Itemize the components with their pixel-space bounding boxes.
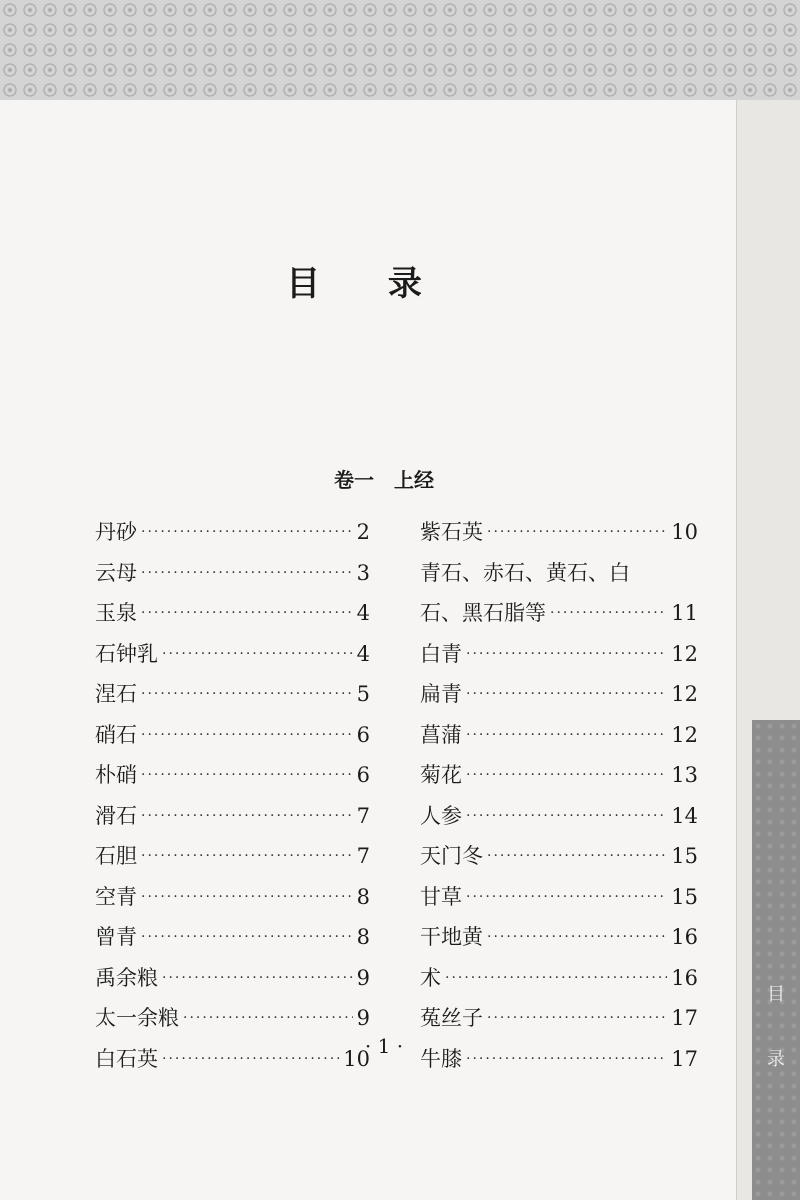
toc-entry-name: 丹砂: [95, 520, 137, 544]
dot-leader: [466, 883, 667, 911]
toc-entry-page: 16: [671, 925, 698, 949]
decorative-header-band: [0, 0, 800, 100]
dot-leader: [141, 842, 353, 870]
toc-entry-name: 玉泉: [95, 601, 137, 625]
toc-entry[interactable]: [95, 559, 370, 600]
toc-entry-page: 7: [356, 803, 370, 828]
toc-entry-page: 3: [356, 560, 370, 585]
page-number: · 1 ·: [364, 1034, 404, 1058]
toc-entry-name: 曾青: [95, 925, 137, 949]
toc-entry-page: 14: [671, 803, 698, 828]
toc-entry-name-line-1: 青石、赤石、黄石、白: [420, 560, 630, 585]
toc-entry[interactable]: [95, 640, 370, 681]
dot-leader: [141, 883, 353, 911]
toc-entry[interactable]: [420, 721, 698, 762]
toc-entry[interactable]: [95, 721, 370, 762]
toc-entry[interactable]: [95, 842, 370, 883]
toc-entry-name: 云母: [95, 560, 137, 585]
toc-entry-name: 白青: [420, 641, 462, 666]
dot-leader: [162, 964, 353, 992]
toc-entry[interactable]: [95, 923, 370, 964]
toc-entry-name: 菟丝子: [420, 1006, 483, 1030]
toc-entry-page: 10: [343, 1046, 370, 1071]
dot-leader: [141, 761, 353, 789]
toc-entry[interactable]: [95, 761, 370, 802]
dot-leader: [141, 721, 353, 749]
toc-entry-page: 6: [356, 763, 370, 787]
toc-entry-page: 15: [671, 844, 698, 868]
toc-entry-name: 太一余粮: [95, 1006, 179, 1030]
toc-entry-page: 9: [356, 1006, 370, 1030]
toc-entry-page: 6: [356, 722, 370, 747]
toc-entry-name: 禹余粮: [95, 965, 158, 990]
toc-entry[interactable]: [95, 599, 370, 640]
toc-entry-name: 紫石英: [420, 520, 483, 544]
side-tab-char-2: 录: [767, 1049, 785, 1070]
toc-entry-name: 人参: [420, 803, 462, 828]
dot-leader: [141, 559, 353, 587]
toc-entry-name: 牛膝: [420, 1046, 462, 1071]
dot-leader: [487, 842, 667, 870]
toc-entry-name: 天门冬: [420, 844, 483, 868]
toc-entry[interactable]: [420, 964, 698, 1005]
toc-entry-page: 13: [671, 763, 698, 787]
toc-left-column: [95, 518, 370, 1085]
toc-entry-page: 17: [671, 1006, 698, 1030]
toc-entry[interactable]: [420, 761, 698, 802]
toc-entry[interactable]: [95, 802, 370, 843]
toc-entry-page: 7: [356, 844, 370, 868]
toc-entry-name: 硝石: [95, 722, 137, 747]
dot-leader: [466, 640, 667, 668]
toc-entry-name: 石钟乳: [95, 641, 158, 666]
dot-leader: [487, 518, 667, 546]
toc-entry-name: 菖蒲: [420, 722, 462, 747]
toc-entry-page: 12: [671, 641, 698, 666]
toc-entry-name: 白石英: [95, 1046, 158, 1071]
toc-right-column: [420, 518, 698, 1085]
dot-leader: [550, 599, 667, 627]
dot-leader: [466, 680, 667, 708]
dot-leader: [445, 964, 667, 992]
toc-entry-page: 15: [671, 884, 698, 909]
toc-entry-page: 12: [671, 682, 698, 706]
toc-entry[interactable]: [95, 680, 370, 721]
toc-entry[interactable]: [420, 640, 698, 681]
toc-entry[interactable]: [420, 518, 698, 559]
toc-entry[interactable]: [420, 842, 698, 883]
toc-entry[interactable]: [420, 883, 698, 924]
side-tab-char-1: 目: [767, 984, 785, 1005]
toc-entry[interactable]: [420, 680, 698, 721]
toc-entry-name: 朴硝: [95, 763, 137, 787]
toc-entry[interactable]: [95, 964, 370, 1005]
section-side-tab: [752, 720, 800, 1200]
toc-entry-name: 术: [420, 965, 441, 990]
toc-entry-name: 甘草: [420, 884, 462, 909]
toc-entry-name: 空青: [95, 884, 137, 909]
toc-entry-name: 石、黑石脂等: [420, 601, 546, 625]
dot-leader: [487, 923, 667, 951]
dot-leader: [141, 802, 353, 830]
dot-leader: [141, 599, 353, 627]
dot-leader: [141, 680, 353, 708]
dot-leader: [162, 640, 353, 668]
toc-entry-name: 扁青: [420, 682, 462, 706]
toc-entry-page: 9: [356, 965, 370, 990]
toc-entry[interactable]: [420, 923, 698, 964]
toc-entry-page: 2: [356, 520, 370, 544]
toc-entry-name: 干地黄: [420, 925, 483, 949]
toc-entry[interactable]: [95, 518, 370, 559]
toc-entry[interactable]: [420, 599, 698, 640]
toc-entry-page: 5: [356, 682, 370, 706]
dot-leader: [466, 802, 667, 830]
toc-entry-name: 石胆: [95, 844, 137, 868]
dot-leader: [183, 1004, 353, 1032]
toc-entry-page: 17: [671, 1046, 698, 1071]
toc-entry-page: 10: [671, 520, 698, 544]
dot-leader: [141, 518, 353, 546]
toc-entry-name: 菊花: [420, 763, 462, 787]
toc-entry-page: 11: [671, 601, 698, 625]
toc-entry-page: 12: [671, 722, 698, 747]
toc-entry-page: 8: [356, 925, 370, 949]
dot-leader: [141, 923, 353, 951]
toc-entry-page: 4: [356, 641, 370, 666]
toc-entry-page: 8: [356, 884, 370, 909]
toc-entry-page: 4: [356, 601, 370, 625]
toc-entry[interactable]: [95, 883, 370, 924]
dot-leader: [466, 721, 667, 749]
page-title: 目 录: [286, 264, 450, 304]
toc-entry[interactable]: [420, 802, 698, 843]
toc-entry-name: 滑石: [95, 803, 137, 828]
dot-leader: [487, 1004, 667, 1032]
volume-heading: 卷一 上经: [334, 468, 434, 492]
toc-entry-page: 16: [671, 965, 698, 990]
toc-entry-name: 涅石: [95, 682, 137, 706]
dot-leader: [466, 761, 667, 789]
toc-entry-line-1[interactable]: [420, 559, 698, 600]
